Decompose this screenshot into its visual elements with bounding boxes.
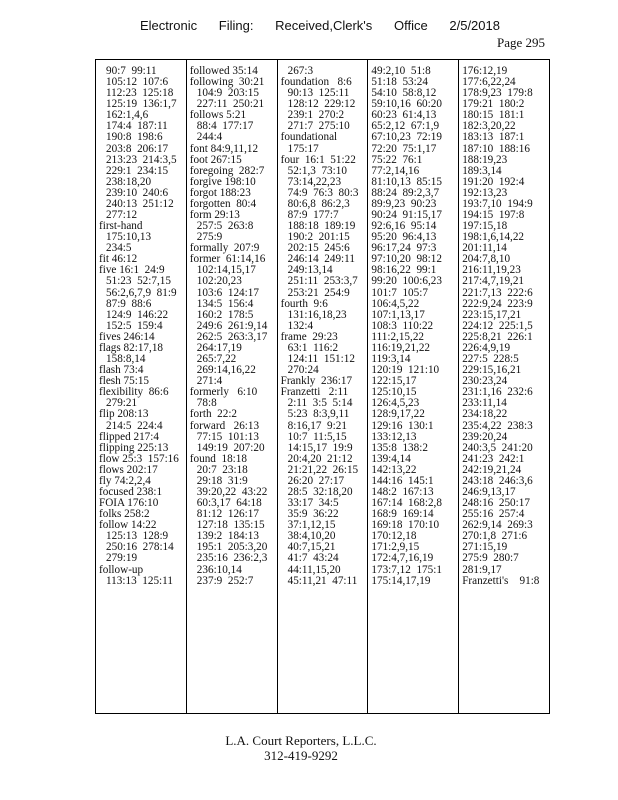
- index-entry-line: 255:16 257:4: [462, 509, 525, 521]
- index-entry-line: 217:4,7,19,21: [462, 276, 525, 288]
- index-entry-line: flexibility 86:6: [99, 387, 169, 399]
- index-entry-line: 37:1,12,15: [287, 520, 336, 532]
- index-entry-line: focused 238:1: [99, 486, 163, 498]
- header-part: Electronic: [140, 18, 198, 33]
- index-entry-line: flows 202:17: [99, 464, 158, 476]
- index-entry-line: 87:9 88:6: [106, 298, 152, 310]
- index-entry-line: 90:24 91:15,17: [371, 210, 442, 222]
- index-entry-line: 168:9 169:14: [371, 509, 434, 521]
- index-entry-line: 183:13 187:1: [462, 132, 525, 144]
- header-part: Received,Clerk's: [275, 18, 373, 33]
- index-entry-line: 175:14,17,19: [371, 575, 431, 587]
- index-entry-line: 224:12 225:1,5: [462, 320, 533, 332]
- index-entry-line: 275:9: [196, 232, 223, 244]
- index-entry-line: 126:4,5,23: [371, 398, 420, 410]
- index-entry-line: 65:2,12 67:1,9: [371, 121, 440, 133]
- index-entry-line: Franzetti 2:11: [280, 387, 349, 399]
- index-entry-line: 246:9,13,17: [462, 486, 516, 498]
- index-entry-line: 63:1 116:2: [287, 342, 339, 354]
- index-entry-line: 240:13 251:12: [106, 198, 174, 210]
- index-entry-line: 74:9 76:3 80:3: [287, 187, 359, 199]
- index-entry-line: 124:11 151:12: [287, 354, 355, 366]
- index-entry-line: 279:21: [106, 398, 138, 410]
- index-entry-line: 270:24: [287, 365, 319, 377]
- index-entry-line: 172:4,7,16,19: [371, 553, 434, 565]
- index-entry-line: found 18:18: [189, 453, 247, 465]
- index-entry-line: 174:4 187:11: [106, 121, 168, 133]
- index-entry-line: 113:13 125:11: [106, 575, 173, 587]
- index-entry-line: fit 46:12: [99, 254, 138, 266]
- index-entry-line: 49:2,10 51:8: [371, 66, 431, 77]
- index-entry-line: 239:1 270:2: [287, 110, 345, 122]
- index-entry-line: 144:16 145:1: [371, 475, 434, 487]
- index-entry-line: 191:20 192:4: [462, 176, 525, 188]
- index-entry-line: 44:11,15,20: [287, 564, 341, 576]
- index-entry-line: follows 5:21: [189, 110, 247, 122]
- index-entry-line: 51:23 52:7,15: [106, 276, 171, 288]
- index-entry-line: 90:13 125:11: [287, 88, 350, 100]
- index-entry-line: 97:10,20 98:12: [371, 254, 442, 266]
- court-reporter-name: L.A. Court Reporters, L.L.C.: [225, 733, 377, 748]
- index-entry-line: 38:4,10,20: [287, 531, 336, 543]
- index-entry-line: 281:9,17: [462, 564, 502, 576]
- index-entry-line: flags 82:17,18: [99, 342, 164, 354]
- index-entry-line: 223:15,17,21: [462, 309, 522, 321]
- index-entry-line: 201:11,14: [462, 243, 507, 255]
- index-entry-line: 194:15 197:8: [462, 210, 525, 222]
- footer: [0, 733, 618, 763]
- index-entry-line: 125:10,15: [371, 387, 417, 399]
- index-entry-line: 189:3,14: [462, 165, 502, 177]
- index-entry-line: 104:9 203:15: [196, 88, 259, 100]
- index-entry-line: 243:18 246:3,6: [462, 475, 533, 487]
- index-entry-line: 128:9,17,22: [371, 409, 425, 421]
- index-entry-line: 234:5: [106, 243, 132, 255]
- index-entry-line: 89:9,23 90:23: [371, 198, 437, 210]
- index-entry-line: 237:9 252:7: [196, 575, 254, 587]
- index-entry-line: 182:3,20,22: [462, 121, 516, 133]
- index-entry-line: 125:19 136:1,7: [106, 99, 177, 111]
- index-entry-line: 20:7 23:18: [196, 464, 248, 476]
- index-entry-line: 271:15,19: [462, 542, 508, 554]
- index-entry-line: foundation 8:6: [280, 77, 352, 89]
- index-entry-line: 197:15,18: [462, 221, 508, 233]
- index-entry-line: 193:7,10 194:9: [462, 198, 533, 210]
- index-entry-line: 230:23,24: [462, 376, 508, 388]
- index-entry-line: 190:2 201:15: [287, 232, 350, 244]
- index-entry-line: 88:24 89:2,3,7: [371, 187, 440, 199]
- index-entry-line: 98:16,22 99:1: [371, 265, 437, 277]
- index-entry-line: 81:10,13 85:15: [371, 176, 442, 188]
- index-entry-line: 235:16 236:2,3: [196, 553, 268, 565]
- index-entry-line: 239:10 240:6: [106, 187, 169, 199]
- index-entry-line: 125:13 128:9: [106, 531, 169, 543]
- index-entry-line: 105:12 107:6: [106, 77, 169, 89]
- index-entry-line: 148:2 167:13: [371, 486, 434, 498]
- index-entry-line: 257:5 263:8: [196, 221, 254, 233]
- index-column-4: [368, 60, 459, 713]
- index-entry-line: 35:9 36:22: [287, 509, 339, 521]
- index-entry-line: 180:15 181:1: [462, 110, 525, 122]
- index-entry-line: 234:18,22: [462, 409, 508, 421]
- index-entry-line: 52:1,3 73:10: [287, 165, 347, 177]
- index-entry-line: 241:23 242:1: [462, 453, 525, 465]
- header-part: 2/5/2018: [449, 18, 500, 33]
- index-entry-line: 45:11,21 47:11: [287, 575, 358, 587]
- index-entry-line: 96:17,24 97:3: [371, 243, 437, 255]
- index-entry-line: 5:23 8:3,9,11: [287, 409, 350, 421]
- index-entry-line: 87:9 177:7: [287, 210, 339, 222]
- index-entry-line: 40:7,15,21: [287, 542, 336, 554]
- index-entry-line: 39:20,22 43:22: [196, 486, 268, 498]
- index-entry-line: fly 74:2,2,4: [99, 475, 151, 487]
- index-entry-line: fourth 9:6: [280, 298, 328, 310]
- index-entry-line: 195:1 205:3,20: [196, 542, 268, 554]
- index-entry-line: forgive 198:10: [189, 176, 256, 188]
- index-entry-line: former 61:14,16: [189, 254, 266, 266]
- index-entry-line: 54:10 58:8,12: [371, 88, 437, 100]
- index-entry-line: Frankly 236:17: [280, 376, 353, 388]
- index-entry-line: 26:20 27:17: [287, 475, 345, 487]
- index-entry-line: 116:19,21,22: [371, 342, 431, 354]
- index-entry-line: 226:4,9,19: [462, 342, 511, 354]
- index-entry-line: follow-up: [99, 564, 144, 576]
- index-entry-line: 108:3 110:22: [371, 320, 434, 332]
- index-entry-line: 134:5 156:4: [196, 298, 254, 310]
- index-entry-line: 171:2,9,15: [371, 542, 420, 554]
- index-entry-line: form 29:13: [189, 210, 240, 222]
- index-entry-line: forgotten 80:4: [189, 198, 257, 210]
- filing-stamp-header: [140, 18, 500, 38]
- index-entry-line: 60:3,17 64:18: [196, 498, 262, 510]
- index-entry-line: 78:8: [196, 398, 217, 410]
- index-entry-line: 167:14 168:2,8: [371, 498, 442, 510]
- index-entry-line: 101:7 105:7: [371, 287, 428, 299]
- index-entry-line: 253:21 254:9: [287, 287, 350, 299]
- index-entry-line: 102:14,15,17: [196, 265, 256, 277]
- index-entry-line: 229:1 234:15: [106, 165, 169, 177]
- index-entry-line: 80:6,8 86:2,3: [287, 198, 350, 210]
- index-entry-line: 202:15 245:6: [287, 243, 350, 255]
- index-entry-line: 175:10,13: [106, 232, 152, 244]
- index-entry-line: 235:4,22 238:3: [462, 420, 533, 432]
- index-entry-line: 244:4: [196, 132, 223, 144]
- index-entry-line: 149:19 207:20: [196, 442, 265, 454]
- index-entry-line: 77:15 101:13: [196, 431, 259, 443]
- index-entry-line: 33:17 34:5: [287, 498, 339, 510]
- index-entry-line: Franzetti's 91:8: [462, 575, 540, 587]
- index-entry-line: 179:21 180:2: [462, 99, 525, 111]
- index-entry-line: frame 29:23: [280, 331, 338, 343]
- index-entry-line: 275:9 280:7: [462, 553, 519, 565]
- index-entry-line: 59:10,16 60:20: [371, 99, 442, 111]
- index-entry-line: 227:11 250:21: [196, 99, 265, 111]
- index-entry-line: 124:9 146:22: [106, 309, 169, 321]
- index-entry-line: 262:5 263:3,17: [196, 331, 268, 343]
- index-entry-line: 92:6,16 95:14: [371, 221, 437, 233]
- index-entry-line: FOIA 176:10: [99, 498, 159, 510]
- index-entry-line: 72:20 75:1,17: [371, 143, 437, 155]
- index-entry-line: first-hand: [99, 221, 143, 233]
- index-entry-line: four 16:1 51:22: [280, 154, 356, 166]
- index-entry-line: 192:13,23: [462, 187, 508, 199]
- index-entry-line: 75:22 76:1: [371, 154, 423, 166]
- index-entry-line: 60:23 61:4,13: [371, 110, 437, 122]
- index-entry-line: 242:19,21,24: [462, 464, 522, 476]
- index-entry-line: 67:10,23 72:19: [371, 132, 442, 144]
- index-column-3: [278, 60, 369, 713]
- index-entry-line: follow 14:22: [99, 520, 157, 532]
- index-entry-line: 175:17: [287, 143, 319, 155]
- index-entry-line: 249:6 261:9,14: [196, 320, 268, 332]
- index-entry-line: 214:5 224:4: [106, 420, 163, 432]
- index-entry-line: 14:15,17 19:9: [287, 442, 353, 454]
- index-entry-line: 265:7,22: [196, 354, 237, 366]
- index-entry-line: 188:18 189:19: [287, 221, 356, 233]
- index-entry-line: 176:12,19: [462, 66, 508, 77]
- index-entry-line: 216:11,19,23: [462, 265, 521, 277]
- index-entry-line: font 84:9,11,12: [189, 143, 259, 155]
- index-entry-line: 77:2,14,16: [371, 165, 420, 177]
- index-entry-line: 112:23 125:18: [106, 88, 174, 100]
- index-entry-line: 56:2,6,7,9 81:9: [106, 287, 177, 299]
- index-entry-line: 139:2 184:13: [196, 531, 259, 543]
- index-entry-line: 213:23 214:3,5: [106, 154, 177, 166]
- index-entry-line: 240:3,5 241:20: [462, 442, 533, 454]
- index-entry-line: 122:15,17: [371, 376, 417, 388]
- index-entry-line: 21:21,22 26:15: [287, 464, 359, 476]
- index-entry-line: 128:12 229:12: [287, 99, 356, 111]
- index-entry-line: 99:20 100:6,23: [371, 276, 442, 288]
- index-entry-line: fives 246:14: [99, 331, 155, 343]
- index-entry-line: 133:12,13: [371, 431, 417, 443]
- index-entry-line: 225:8,21 226:1: [462, 331, 533, 343]
- index-entry-line: flash 73:4: [99, 365, 144, 377]
- index-entry-line: 162:1,4,6: [106, 110, 149, 122]
- index-entry-line: 262:9,14 269:3: [462, 520, 533, 532]
- court-reporter-phone: 312-419-9292: [264, 748, 338, 763]
- index-entry-line: 177:6,22,24: [462, 77, 516, 89]
- index-entry-line: flipped 217:4: [99, 431, 159, 443]
- index-entry-line: flipping 225:13: [99, 442, 169, 454]
- index-entry-line: 51:18 53:24: [371, 77, 428, 89]
- index-entry-line: 238:18,20: [106, 176, 152, 188]
- index-column-1: [96, 60, 187, 713]
- index-entry-line: 270:1,8 271:6: [462, 531, 528, 543]
- index-entry-line: 250:16 278:14: [106, 542, 174, 554]
- index-entry-line: 251:11 253:3,7: [287, 276, 358, 288]
- index-entry-line: 95:20 96:4,13: [371, 232, 437, 244]
- index-entry-line: 264:17,19: [196, 342, 242, 354]
- index-entry-line: 271:4: [196, 376, 223, 388]
- index-table: [95, 59, 550, 714]
- index-entry-line: foregoing 282:7: [189, 165, 265, 177]
- index-entry-line: 271:7 275:10: [287, 121, 350, 133]
- index-entry-line: 239:20,24: [462, 431, 508, 443]
- index-entry-line: 8:16,17 9:21: [287, 420, 347, 432]
- index-entry-line: five 16:1 24:9: [99, 265, 165, 277]
- index-entry-line: 229:15,16,21: [462, 365, 522, 377]
- index-entry-line: flip 208:13: [99, 409, 149, 421]
- index-entry-line: 111:2,15,22: [371, 331, 425, 343]
- index-entry-line: formerly 6:10: [189, 387, 258, 399]
- index-entry-line: 187:10 188:16: [462, 143, 530, 155]
- index-entry-line: 10:7 11:5,15: [287, 431, 347, 443]
- index-entry-line: 131:16,18,23: [287, 309, 347, 321]
- index-entry-line: 119:3,14: [371, 354, 411, 366]
- index-entry-line: 249:13,14: [287, 265, 333, 277]
- index-entry-line: 20:4,20 21:12: [287, 453, 353, 465]
- index-entry-line: flow 25:3 157:16: [99, 453, 179, 465]
- index-entry-line: 267:3: [287, 66, 314, 77]
- index-entry-line: 248:16 250:17: [462, 498, 530, 510]
- index-entry-line: 204:7,8,10: [462, 254, 511, 266]
- index-entry-line: formally 207:9: [189, 243, 260, 255]
- index-entry-line: 246:14 249:11: [287, 254, 355, 266]
- index-entry-line: 73:14,22,23: [287, 176, 342, 188]
- index-entry-line: followed 35:14: [189, 66, 258, 77]
- index-entry-line: 198:1,6,14,22: [462, 232, 525, 244]
- index-entry-line: 103:6 124:17: [196, 287, 259, 299]
- index-column-2: [187, 60, 278, 713]
- index-entry-line: 233:11,14: [462, 398, 507, 410]
- index-entry-line: 127:18 135:15: [196, 520, 265, 532]
- index-entry-line: 142:13,22: [371, 464, 417, 476]
- index-entry-line: 222:9,24 223:9: [462, 298, 533, 310]
- index-entry-line: 41:7 43:24: [287, 553, 339, 565]
- index-entry-line: 169:18 170:10: [371, 520, 440, 532]
- index-entry-line: 173:7,12 175:1: [371, 564, 442, 576]
- index-entry-line: forward 26:13: [189, 420, 260, 432]
- index-entry-line: 269:14,16,22: [196, 365, 256, 377]
- index-entry-line: 81:12 126:17: [196, 509, 259, 521]
- index-entry-line: 88:4 177:17: [196, 121, 254, 133]
- index-entry-line: 2:11 3:5 5:14: [287, 398, 353, 410]
- page-number: Page 295: [497, 35, 546, 50]
- index-entry-line: 221:7,13 222:6: [462, 287, 533, 299]
- index-entry-line: 152:5 159:4: [106, 320, 163, 332]
- index-entry-line: 279:19: [106, 553, 138, 565]
- index-entry-line: following 30:21: [189, 77, 265, 89]
- index-entry-line: 135:8 138:2: [371, 442, 428, 454]
- index-entry-line: 107:1,13,17: [371, 309, 425, 321]
- index-entry-line: 277:12: [106, 210, 138, 222]
- index-entry-line: 178:9,23 179:8: [462, 88, 533, 100]
- index-entry-line: 236:10,14: [196, 564, 242, 576]
- index-entry-line: 170:12,18: [371, 531, 417, 543]
- index-entry-line: 132:4: [287, 320, 314, 332]
- index-entry-line: forth 22:2: [189, 409, 238, 421]
- index-entry-line: 227:5 228:5: [462, 354, 519, 366]
- index-entry-line: 203:8 206:17: [106, 143, 169, 155]
- index-entry-line: 29:18 31:9: [196, 475, 248, 487]
- index-entry-line: forgot 188:23: [189, 187, 251, 199]
- index-entry-line: 120:19 121:10: [371, 365, 440, 377]
- index-column-5: [459, 60, 549, 713]
- index-entry-line: 160:2 178:5: [196, 309, 254, 321]
- index-entry-line: folks 258:2: [99, 509, 150, 521]
- index-entry-line: 129:16 130:1: [371, 420, 434, 432]
- index-entry-line: 188:19,23: [462, 154, 508, 166]
- index-entry-line: flesh 75:15: [99, 376, 150, 388]
- index-entry-line: 90:7 99:11: [106, 66, 157, 77]
- index-entry-line: 190:8 198:6: [106, 132, 163, 144]
- index-entry-line: 139:4,14: [371, 453, 411, 465]
- index-entry-line: foot 267:15: [189, 154, 242, 166]
- index-entry-line: 28:5 32:18,20: [287, 486, 353, 498]
- index-entry-line: 106:4,5,22: [371, 298, 420, 310]
- index-entry-line: 231:1,16 232:6: [462, 387, 533, 399]
- index-entry-line: foundational: [280, 132, 338, 144]
- index-entry-line: 158:8,14: [106, 354, 146, 366]
- header-part: Office: [393, 18, 428, 33]
- header-part: Filing:: [218, 18, 254, 33]
- index-entry-line: 102:20,23: [196, 276, 242, 288]
